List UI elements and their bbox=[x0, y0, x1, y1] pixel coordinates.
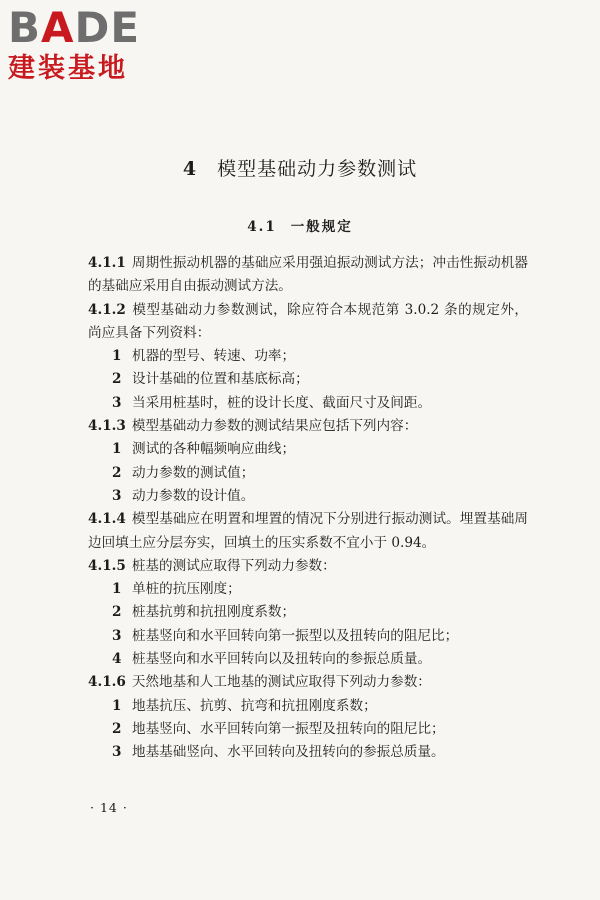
clause-number: 4.1.1 bbox=[88, 255, 126, 271]
clause-number: 4.1.2 bbox=[88, 301, 126, 318]
logo-wordmark: BADE bbox=[8, 3, 141, 52]
clause-4-1-1 bbox=[88, 252, 528, 299]
list-item: 1 机器的型号、转速、功率； bbox=[112, 348, 296, 365]
logo-subtitle: 建装基地 bbox=[8, 53, 128, 84]
clause-text: 天然地基和人工地基的测试应取得下列动力参数： bbox=[131, 674, 431, 691]
clause-text: 模型基础动力参数测试，除应符合本规范第 3.0.2 条的规定外，尚应具备下列资料： bbox=[88, 301, 528, 341]
list-item: 3 桩基竖向和水平回转向第一振型以及扭转向的阻尼比； bbox=[112, 627, 459, 644]
chapter-number: 4 bbox=[182, 158, 198, 180]
chapter-title bbox=[0, 156, 600, 182]
section-title-text: 一般规定 bbox=[290, 219, 353, 235]
chapter-title-text: 模型基础动力参数测试 bbox=[217, 158, 418, 180]
list-item: 4 桩基竖向和水平回转向以及扭转向的参振总质量。 bbox=[112, 651, 432, 668]
clause-text: 桩基的测试应取得下列动力参数： bbox=[131, 557, 336, 574]
list-item: 3 地基基础竖向、水平回转向及扭转向的参振总质量。 bbox=[112, 744, 445, 761]
clause-number: 4.1.6 bbox=[88, 674, 126, 691]
clause-text: 模型基础应在明置和埋置的情况下分别进行振动测试。埋置基础周边回填土应分层夯实，回填土的压实系数不宜小于 0.94。 bbox=[88, 511, 528, 551]
clause-4-1-4 bbox=[88, 508, 528, 555]
clause-4-1-5 bbox=[88, 555, 528, 578]
clause-text: 模型基础动力参数的测试结果应包括下列内容： bbox=[131, 418, 418, 435]
clause-number: 4.1.3 bbox=[88, 418, 126, 435]
list-item: 2 设计基础的位置和基底标高； bbox=[112, 371, 309, 388]
list-item: 1 地基抗压、抗剪、抗弯和抗扭刚度系数； bbox=[112, 697, 377, 714]
list-item: 2 地基竖向、水平回转向第一振型及扭转向的阻尼比； bbox=[112, 720, 445, 737]
list-item: 3 当采用桩基时，桩的设计长度、截面尺寸及间距。 bbox=[112, 394, 432, 411]
list-item: 3 动力参数的设计值。 bbox=[112, 487, 255, 504]
page-number: · 14 · bbox=[90, 800, 128, 815]
clause-4-1-2 bbox=[88, 299, 528, 346]
list-item: 1 单桩的抗压刚度； bbox=[112, 581, 241, 598]
clause-number: 4.1.4 bbox=[88, 511, 126, 528]
list-item: 1 测试的各种幅频响应曲线； bbox=[112, 441, 296, 458]
list-item: 2 动力参数的测试值； bbox=[112, 464, 255, 481]
clause-list bbox=[88, 252, 528, 765]
section-number: 4.1 bbox=[247, 219, 277, 235]
section-title bbox=[0, 217, 600, 237]
list-item: 2 桩基抗剪和抗扭刚度系数； bbox=[112, 604, 296, 621]
clause-text: 周期性振动机器的基础应采用强迫振动测试方法；冲击性振动机器的基础应采用自由振动测试方法。 bbox=[88, 255, 528, 295]
bade-logo bbox=[8, 3, 178, 84]
clause-4-1-6 bbox=[88, 671, 528, 694]
clause-4-1-3 bbox=[88, 415, 528, 438]
clause-number: 4.1.5 bbox=[88, 557, 126, 574]
